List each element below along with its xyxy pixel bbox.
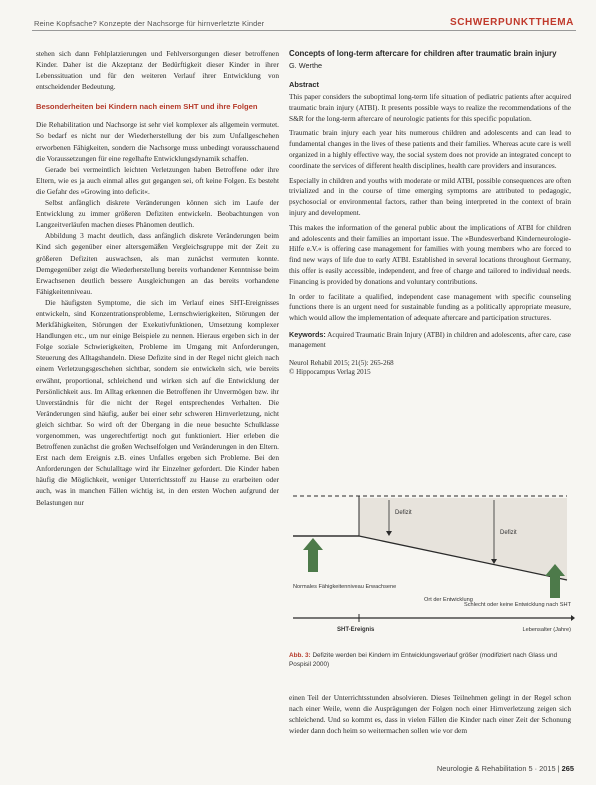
right-lower-column [289, 692, 571, 736]
keywords-text: Acquired Traumatic Brain Injury (ATBI) in children and adolescents, after care, case management [289, 330, 572, 350]
page-number: 265 [561, 764, 574, 773]
figure-3 [289, 476, 575, 644]
english-author: G. Werthe [289, 61, 323, 70]
abstract-paragraph: This paper considers the suboptimal long-term life situation of pediatric patients after acquired traumatic brain injury (ATBI). It presents possible ways to realize the recommendations of the S&R for the long-term aftercare of neurologic patients for this specific population. [289, 92, 571, 123]
footer-journal: Neurologie & Rehabilitation 5 · 2015 | [436, 764, 560, 773]
body-paragraph: Gerade bei vermeintlich leichten Verletzungen haben Betroffene oder ihre Eltern, wie es ja auch einmal alles gut gegangen sei, oft keine Folgen. Es besteht die Gefahr des »Growing into deficit«. [36, 164, 279, 196]
figure-label-left: Normales Fähigkeitenniveau Erwachsene [293, 584, 397, 590]
header-rule [32, 30, 576, 31]
time-label: Lebensalter (Jahre) [522, 627, 571, 633]
figure-label-right: Schlecht oder keine Entwicklung nach SHT [464, 602, 571, 608]
abstract-heading: Abstract [289, 80, 319, 89]
body-paragraph: Die Rehabilitation und Nachsorge ist sehr viel komplexer als allgemein vermutet. So bedarf es nicht nur der Wiederherstellung der bis zum Unfallgeschehen erworbenen Fähigkeiten, sondern die Nachsorge muss unbedingt vorausschauend die Voraussetzungen für eine regelhafte Entwicklungsdynamik schaffen. [36, 120, 279, 163]
body-paragraph: Selbst anfänglich diskrete Veränderungen können sich im Laufe der Entwicklung zu immer größeren Defiziten entwickeln. Beobachtungen von Langzeitverläufen machen dieses Phänomen deutlich. [36, 198, 279, 230]
english-title: Concepts of long-term aftercare for children after traumatic brain injury [289, 49, 557, 58]
section-label: SCHWERPUNKTTHEMA [449, 17, 574, 28]
figure-caption-label: Abb. 3: [289, 652, 311, 659]
body-paragraph: einen Teil der Unterrichtsstunden absolvieren. Dieses Teilnehmen gelingt in der Regel schon nach einer Weile, wenn die Ausprägungen der Folgen noch einer Hirnverletzung zeigen sich schleichend. Und so kommt es, dass in vielen Fällen die Kinder nach einer Zeit der Schonung wieder dann doch heim so weitermachen sollen wie vor dem [289, 693, 571, 736]
figure-x-label: Ort der Entwicklung [424, 597, 473, 603]
defizit-label-bottom: Defizit [500, 530, 517, 536]
body-paragraph: Abbildung 3 macht deutlich, dass anfänglich diskrete Veränderungen beim Kind sich gegenüber einer altersgemäßen Vergleichsgruppe mit der Zeit zu größeren Defiziten auswachsen, als man zunächst vermuten konnte. Demgegenüber zeigt die Wiederherstellung bereits vorhandener Kenntnisse beim Erwachsenen deutlich bessere Ausgleichungen an das bereits vorhandene Fähigkeitenniveau. [36, 231, 279, 296]
abstract-paragraph: Especially in children and youths with moderate or mild ATBI, possible consequences are often trivialized and in the course of time emerging symptoms are attributed to pedagogic, psychosocial or environmental factors, rather than being interpreted in the context of brain injury and development. [289, 175, 571, 217]
event-label: SHT-Ereignis [337, 627, 375, 633]
english-abstract-box [289, 48, 571, 378]
running-head: Reine Kopfsache? Konzepte der Nachsorge für hirnverletzte Kinder [34, 19, 265, 28]
keywords-label: Keywords: [289, 329, 326, 339]
defizit-label-top: Defizit [395, 510, 412, 516]
figure-caption [289, 652, 572, 669]
keywords [289, 330, 571, 351]
subheading: Besonderheiten bei Kindern nach einem SHT und ihre Folgen [36, 102, 258, 112]
body-paragraph: Die häufigsten Symptome, die sich im Verlauf eines SHT-Ereignisses entwickeln, sind Konzentrationsprobleme, Lernschwierigkeiten, Störungen der Merkfähigkeiten, Störungen der Exekutivfunktionen, Umsetzung komplexer Handlungen etc., um nur einige Beispiele zu nennen. Hieraus ergeben sich in der Folge soziale Schwierigkeiten, Probleme im Umgang mit Anforderungen, Steuerung des Alltagshandeln. Diese Defizite sind in der Regel nicht gleich nach einem Verletzungsgeschehen sichtbar, sondern sie entwickeln sich, wie bereits erwähnt, proportional, schleichend und wirken sich auf die Entwicklung der Persönlichkeit aus. Im Alltag erkennen die Betroffenen ihr Unvermögen bzw. ihr Unverständnis für die nicht der Regel entsprechendes Verhalten. Die Veränderungen sind häufig, außer bei einer sehr schweren Hirnverletzung, nicht gleich sichtbar. So wird oft der Übergang in die neue besuchte Schulklasse vorgenommen, was ungerechtfertigt noch gut funktioniert. Hier erleben die Betroffenen zunächst die großen Wechselfolgen und Veränderungen in den Eltern. Erst nach dem Ereignis z.B. eines Unfalles ergeben sich Probleme. Bei den Anforderungen der Schulalltage wird ihr Einzelner gefordert. Die Kinder haben häufig die Möglichkeit, weniger Unterrichtsstoff zu Hause zu erarbeiten oder auch, was in manchen Fällen wichtig ist, in den ersten Wochen aufgrund der Belastungen nur [36, 297, 279, 507]
copyright-line: © Hippocampus Verlag 2015 [289, 368, 371, 377]
abstract-paragraph: In order to facilitate a qualified, independent case management with specific counseling functions there is an urgent need for sustainable funding as a politically appropriate measure, which would allow the implementation of adequate aftercare and participation structures. [289, 291, 571, 323]
figure-diagram [289, 476, 575, 644]
left-column [36, 48, 279, 508]
figure-caption-text: Defizite werden bei Kindern im Entwicklungsverlauf größer (modifiziert nach Glass und Pospisil 2000) [289, 652, 558, 668]
citation-line: Neurol Rehabil 2015; 21(5): 265-268 [289, 358, 394, 367]
intro-paragraph: stehen sich dann Fehlplatzierungen und Fehlversorgungen dieser betroffenen Kinder. Daher ist die Akzeptanz der Bedürftigkeit dieser Kinder in ihrer Lebenssituation und für den weiteren Verlauf ihrer Entwicklung von entscheidender Bedeutung. [36, 49, 279, 92]
page-footer [437, 764, 574, 773]
abstract-paragraph: This makes the information of the general public about the implications of ATBI for children and adolescents and their families an important issue. The »Bundesverband Kinderneurologie-Hilfe e.V.« is offering case management for families with young members who are forced to find new ways of life due to early ATBI. Established in several locations throughout Germany, this offer is easily accessible, independent, and free of charge and tailored to individual needs. Financing is provided by donations and voluntary contributions. [289, 222, 571, 286]
abstract-paragraph: Traumatic brain injury each year hits numerous children and adolescents and can lead to fundamental changes in the lives of these patients and their families. Whereas acute care is well organized in a highly effective way, the social system does not provide an integrated concept to coordinate the services of different health disciplines, health care providers and insurances. [289, 128, 571, 170]
